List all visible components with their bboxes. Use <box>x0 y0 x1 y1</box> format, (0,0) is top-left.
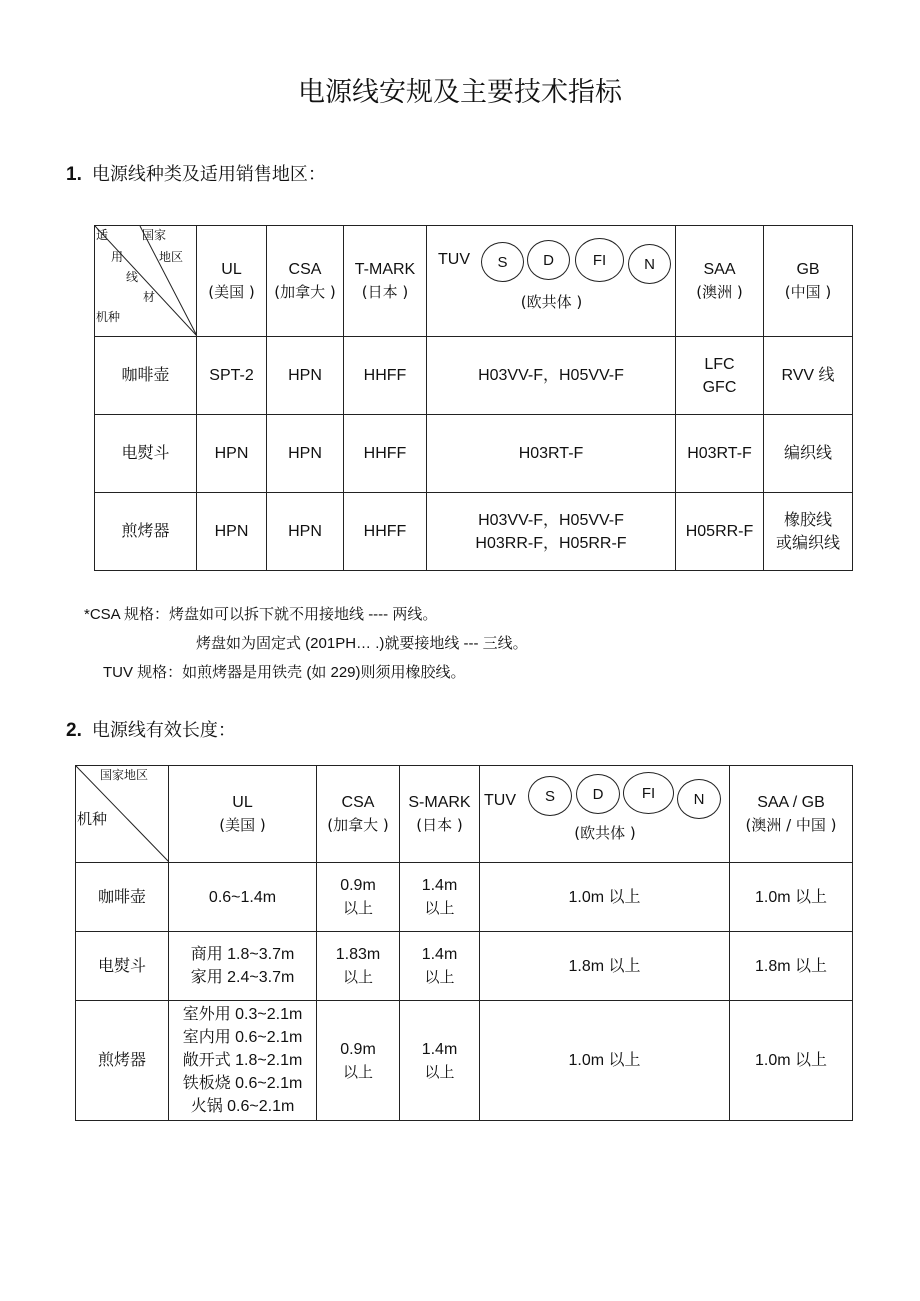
cell-line: RVV 线 <box>781 367 835 384</box>
cell-tmark: HHFF <box>344 493 427 571</box>
table2-header-row <box>76 766 853 863</box>
note-csa-line-2: 烤盘如为固定式 (201PH… .)就要接地线 --- 三线。 <box>196 635 528 652</box>
cell-tuv <box>427 415 676 493</box>
header-tmark <box>344 226 427 337</box>
cell-tuv <box>427 337 676 415</box>
section-1-heading <box>66 160 326 186</box>
header-gb <box>764 226 853 337</box>
corner-label: 机种 <box>96 310 121 324</box>
header-region: (美国 ) <box>208 283 255 301</box>
cell-line: 室内用 0.6~2.1m <box>182 1029 303 1046</box>
header-region: (日本 ) <box>416 816 463 834</box>
table-row <box>95 493 853 571</box>
note-tuv: TUV 规格：如煎烤器是用铁壳 (如 229)则须用橡胶线。 <box>103 664 466 681</box>
cell-tuv: 1.8m 以上 <box>480 932 730 1001</box>
row-label: 煎烤器 <box>95 493 197 571</box>
cell-smark <box>400 932 480 1001</box>
cell-ul <box>169 1001 317 1121</box>
cell-tuv: 1.0m 以上 <box>480 1001 730 1121</box>
cell-line: 室外用 0.3~2.1m <box>182 1006 303 1023</box>
table1-corner-cell <box>95 226 197 337</box>
note-csa-line-1: *CSA 规格：烤盘如可以拆下就不用接地线 ---- 两线。 <box>84 606 438 623</box>
cell-line: 以上 <box>342 968 373 986</box>
corner-label: 用 <box>111 250 124 264</box>
header-name: CSA <box>288 261 322 278</box>
cell-line: 橡胶线 <box>783 511 832 529</box>
header-region: (欧共体 ) <box>574 824 636 842</box>
cell-saa-gb: 1.0m 以上 <box>730 1001 853 1121</box>
table-row <box>95 415 853 493</box>
section-2-text: 电源线有效长度： <box>91 720 236 741</box>
cell-line: 以上 <box>424 968 455 986</box>
page-title: 电源线安规及主要技术指标 <box>298 77 622 108</box>
table2-corner-cell <box>76 766 169 863</box>
cell-line: 或编织线 <box>775 534 840 552</box>
cell-line: H03RT-F <box>518 445 584 462</box>
tuv-fi-mark: FI <box>575 238 624 282</box>
table-row <box>95 337 853 415</box>
header-csa <box>267 226 344 337</box>
header-name: TUV <box>438 251 470 268</box>
cable-length-table <box>75 765 853 1121</box>
cell-csa <box>317 932 400 1001</box>
cell-gb <box>764 337 853 415</box>
tuv-d-mark: D <box>527 240 570 280</box>
cell-line: 以上 <box>424 899 455 917</box>
header-region: (加拿大 ) <box>327 816 389 834</box>
table-row <box>76 1001 853 1121</box>
cell-line: H03RT-F <box>687 445 752 462</box>
header-csa <box>317 766 400 863</box>
corner-label: 线 <box>126 270 139 284</box>
header-name: T-MARK <box>354 261 416 278</box>
cell-line: 火锅 0.6~2.1m <box>190 1098 295 1115</box>
cell-line: 1.83m <box>335 946 381 963</box>
header-name: S-MARK <box>408 794 471 811</box>
tuv-n-mark: N <box>628 244 671 284</box>
cell-csa <box>317 863 400 932</box>
corner-label: 国家 <box>142 228 167 242</box>
cell-saa-gb: 1.8m 以上 <box>730 932 853 1001</box>
header-smark <box>400 766 480 863</box>
header-saa-gb <box>730 766 853 863</box>
cell-line: 以上 <box>342 1062 373 1081</box>
row-label: 咖啡壶 <box>76 863 169 932</box>
cell-saa <box>676 415 764 493</box>
row-label: 煎烤器 <box>76 1001 169 1121</box>
cell-saa-gb: 1.0m 以上 <box>730 863 853 932</box>
cell-tmark: HHFF <box>344 415 427 493</box>
cell-line: 0.9m <box>340 1040 376 1058</box>
cell-line: 1.4m <box>421 1040 458 1058</box>
cell-ul: HPN <box>197 493 267 571</box>
corner-label: 地区 <box>159 250 184 264</box>
header-name: GB <box>796 261 820 278</box>
cell-line: H03RR-F，H05RR-F <box>475 534 627 552</box>
header-tuv <box>427 226 676 337</box>
cell-smark <box>400 863 480 932</box>
cell-ul: SPT-2 <box>197 337 267 415</box>
header-name: SAA / GB <box>757 794 825 811</box>
tuv-s-mark: S <box>528 776 572 816</box>
row-label: 电熨斗 <box>95 415 197 493</box>
section-2-heading <box>66 716 236 742</box>
tuv-n-mark: N <box>677 779 721 819</box>
cell-line: 家用 2.4~3.7m <box>190 969 295 986</box>
cell-line: 0.6~1.4m <box>208 888 277 906</box>
header-tuv <box>480 766 730 863</box>
cell-csa: HPN <box>267 415 344 493</box>
cell-csa <box>317 1001 400 1121</box>
header-ul <box>169 766 317 863</box>
header-region: (澳洲 ) <box>696 283 743 301</box>
cable-type-table <box>94 225 853 571</box>
section-2-number: 2. <box>66 720 82 741</box>
corner-label: 机种 <box>77 810 108 828</box>
corner-label: 国家地区 <box>100 768 149 782</box>
table-row <box>76 932 853 1001</box>
header-name: SAA <box>703 261 736 278</box>
cell-tuv: 1.0m 以上 <box>480 863 730 932</box>
header-ul <box>197 226 267 337</box>
cell-line: 以上 <box>424 1062 455 1081</box>
cell-line: 敞开式 1.8~2.1m <box>182 1052 303 1069</box>
header-region: (加拿大 ) <box>274 283 336 301</box>
header-region: (中国 ) <box>784 283 832 301</box>
tuv-s-mark: S <box>481 242 524 282</box>
cell-line: LFC <box>704 355 735 373</box>
cell-ul: HPN <box>197 415 267 493</box>
cell-saa <box>676 493 764 571</box>
cell-line: 0.9m <box>340 877 376 894</box>
cell-gb <box>764 493 853 571</box>
cell-line: 以上 <box>342 899 373 917</box>
cell-line: 1.4m <box>421 946 458 963</box>
header-region: (美国 ) <box>219 816 266 834</box>
cell-line: 商用 1.8~3.7m <box>190 946 295 963</box>
tuv-fi-mark: FI <box>623 772 674 814</box>
cell-ul <box>169 932 317 1001</box>
cell-csa: HPN <box>267 337 344 415</box>
table1-header-row <box>95 226 853 337</box>
cell-line: H05RR-F <box>685 523 754 540</box>
cell-saa <box>676 337 764 415</box>
section-1-number: 1. <box>66 164 82 185</box>
corner-label: 适 <box>96 228 109 242</box>
table-row <box>76 863 853 932</box>
cell-smark <box>400 1001 480 1121</box>
header-region: (澳洲 / 中国 ) <box>745 816 837 834</box>
header-saa <box>676 226 764 337</box>
cell-ul <box>169 863 317 932</box>
header-name: TUV <box>484 792 516 809</box>
row-label: 电熨斗 <box>76 932 169 1001</box>
cell-line: H03VV-F，H05VV-F <box>478 367 624 384</box>
header-region: (欧共体 ) <box>520 293 583 311</box>
header-name: UL <box>232 794 253 811</box>
cell-line: 1.4m <box>421 877 458 894</box>
cell-line: GFC <box>702 378 737 396</box>
cell-gb <box>764 415 853 493</box>
cell-line: H03VV-F，H05VV-F <box>478 511 624 529</box>
cell-tuv <box>427 493 676 571</box>
cell-csa: HPN <box>267 493 344 571</box>
section-1-text: 电源线种类及适用销售地区： <box>91 164 326 185</box>
cell-line: 铁板烧 0.6~2.1m <box>182 1075 303 1092</box>
row-label: 咖啡壶 <box>95 337 197 415</box>
corner-label: 材 <box>143 290 156 304</box>
header-name: CSA <box>341 794 375 811</box>
cell-line: 编织线 <box>783 445 832 462</box>
cell-tmark: HHFF <box>344 337 427 415</box>
tuv-d-mark: D <box>576 774 620 814</box>
header-name: UL <box>221 261 242 278</box>
header-region: (日本 ) <box>361 283 409 301</box>
